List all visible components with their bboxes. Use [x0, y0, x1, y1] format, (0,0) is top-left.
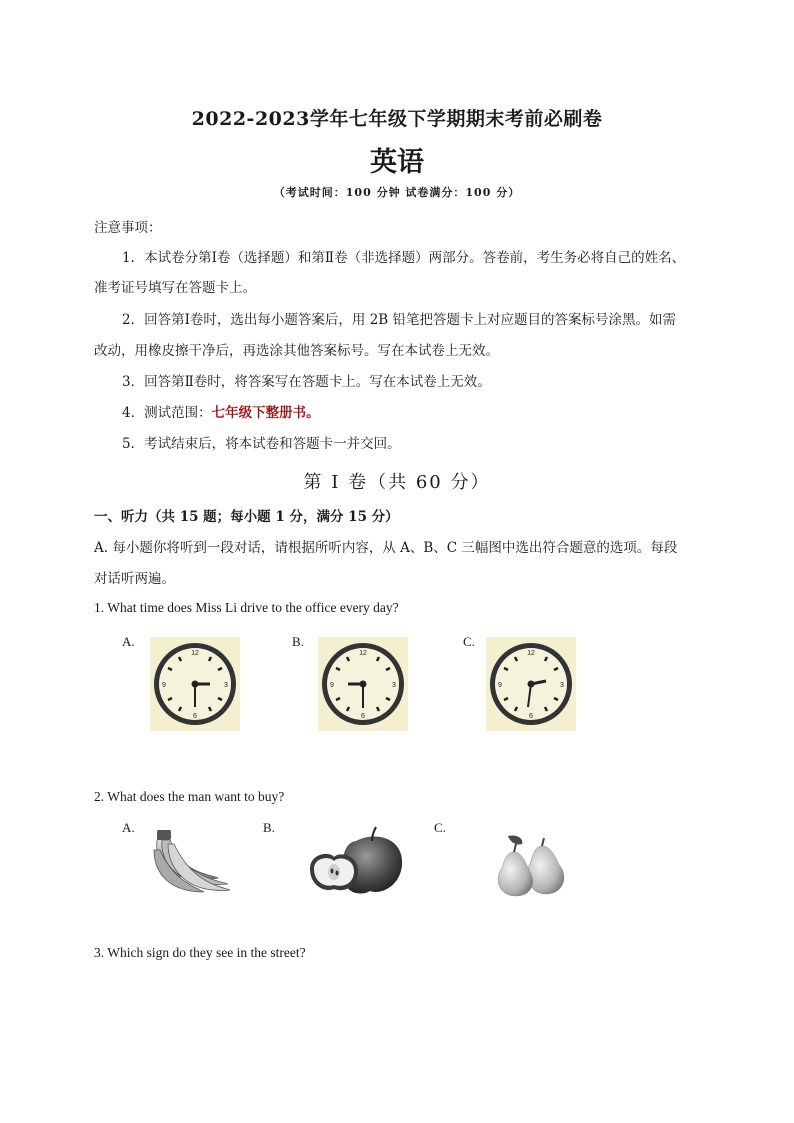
svg-text:9: 9	[330, 682, 334, 689]
svg-text:3: 3	[392, 682, 396, 689]
question-3: 3. Which sign do they see in the street?	[94, 945, 306, 960]
part-a-instructions-line-1: A. 每小题你将听到一段对话，请根据所听内容，从 A、B、C 三幅图中选出符合题意的选项。每段	[94, 540, 678, 556]
pears-icon	[490, 832, 570, 898]
svg-text:9: 9	[162, 682, 166, 689]
clock-icon	[150, 637, 240, 731]
subject-title: 英语	[370, 147, 424, 178]
note-item-1-line-2: 准考证号填写在答题卡上。	[94, 280, 256, 296]
q2-option-a: A.	[122, 820, 135, 835]
svg-text:12: 12	[359, 650, 367, 657]
exam-info: （考试时间：100 分钟 试卷满分：100 分）	[273, 186, 521, 199]
svg-text:3: 3	[560, 682, 564, 689]
note-item-4	[122, 403, 320, 423]
svg-text:6: 6	[193, 713, 197, 720]
bananas-icon	[148, 828, 232, 896]
svg-text:12: 12	[527, 650, 535, 657]
q2-option-c: C.	[434, 820, 446, 835]
question-2: 2. What does the man want to buy?	[94, 789, 285, 804]
part-a-instructions-line-2: 对话听两遍。	[94, 571, 175, 587]
svg-text:6: 6	[361, 713, 365, 720]
svg-text:9: 9	[498, 682, 502, 689]
note-item-5: 5．考试结束后，将本试卷和答题卡一并交回。	[122, 436, 401, 452]
note-item-3: 3．回答第Ⅱ卷时，将答案写在答题卡上。写在本试卷上无效。	[122, 374, 491, 390]
note-item-4-prefix: 4．测试范围：	[122, 405, 212, 421]
q2-option-b: B.	[263, 820, 275, 835]
q1-option-a: A.	[122, 634, 135, 649]
apples-icon	[306, 825, 406, 895]
clock-icon	[486, 637, 576, 731]
svg-text:12: 12	[191, 650, 199, 657]
test-scope: 七年级下整册书。	[211, 405, 320, 421]
notes-heading: 注意事项：	[94, 220, 162, 236]
part1-heading: 一、听力（共 15 题；每小题 1 分，满分 15 分）	[94, 509, 399, 525]
note-item-2-line-2: 改动，用橡皮擦干净后，再选涂其他答案标号。写在本试卷上无效。	[94, 343, 499, 359]
note-item-2-line-1: 2．回答第Ⅰ卷时，选出每小题答案后，用 2B 铅笔把答题卡上对应题目的答案标号涂黑。如需	[122, 312, 677, 328]
exam-title: 2022-2023学年七年级下学期期末考前必刷卷	[191, 108, 603, 130]
svg-text:6: 6	[529, 713, 533, 720]
note-item-1-line-1: 1．本试卷分第Ⅰ卷（选择题）和第Ⅱ卷（非选择题）两部分。答卷前，考生务必将自己的姓名、	[122, 250, 686, 266]
q1-option-c: C.	[463, 634, 475, 649]
clock-icon	[318, 637, 408, 731]
svg-text:3: 3	[224, 682, 228, 689]
section-title: 第 I 卷（共 60 分）	[303, 472, 491, 493]
q1-option-b: B.	[292, 634, 304, 649]
question-1: 1. What time does Miss Li drive to the office every day?	[94, 600, 399, 615]
